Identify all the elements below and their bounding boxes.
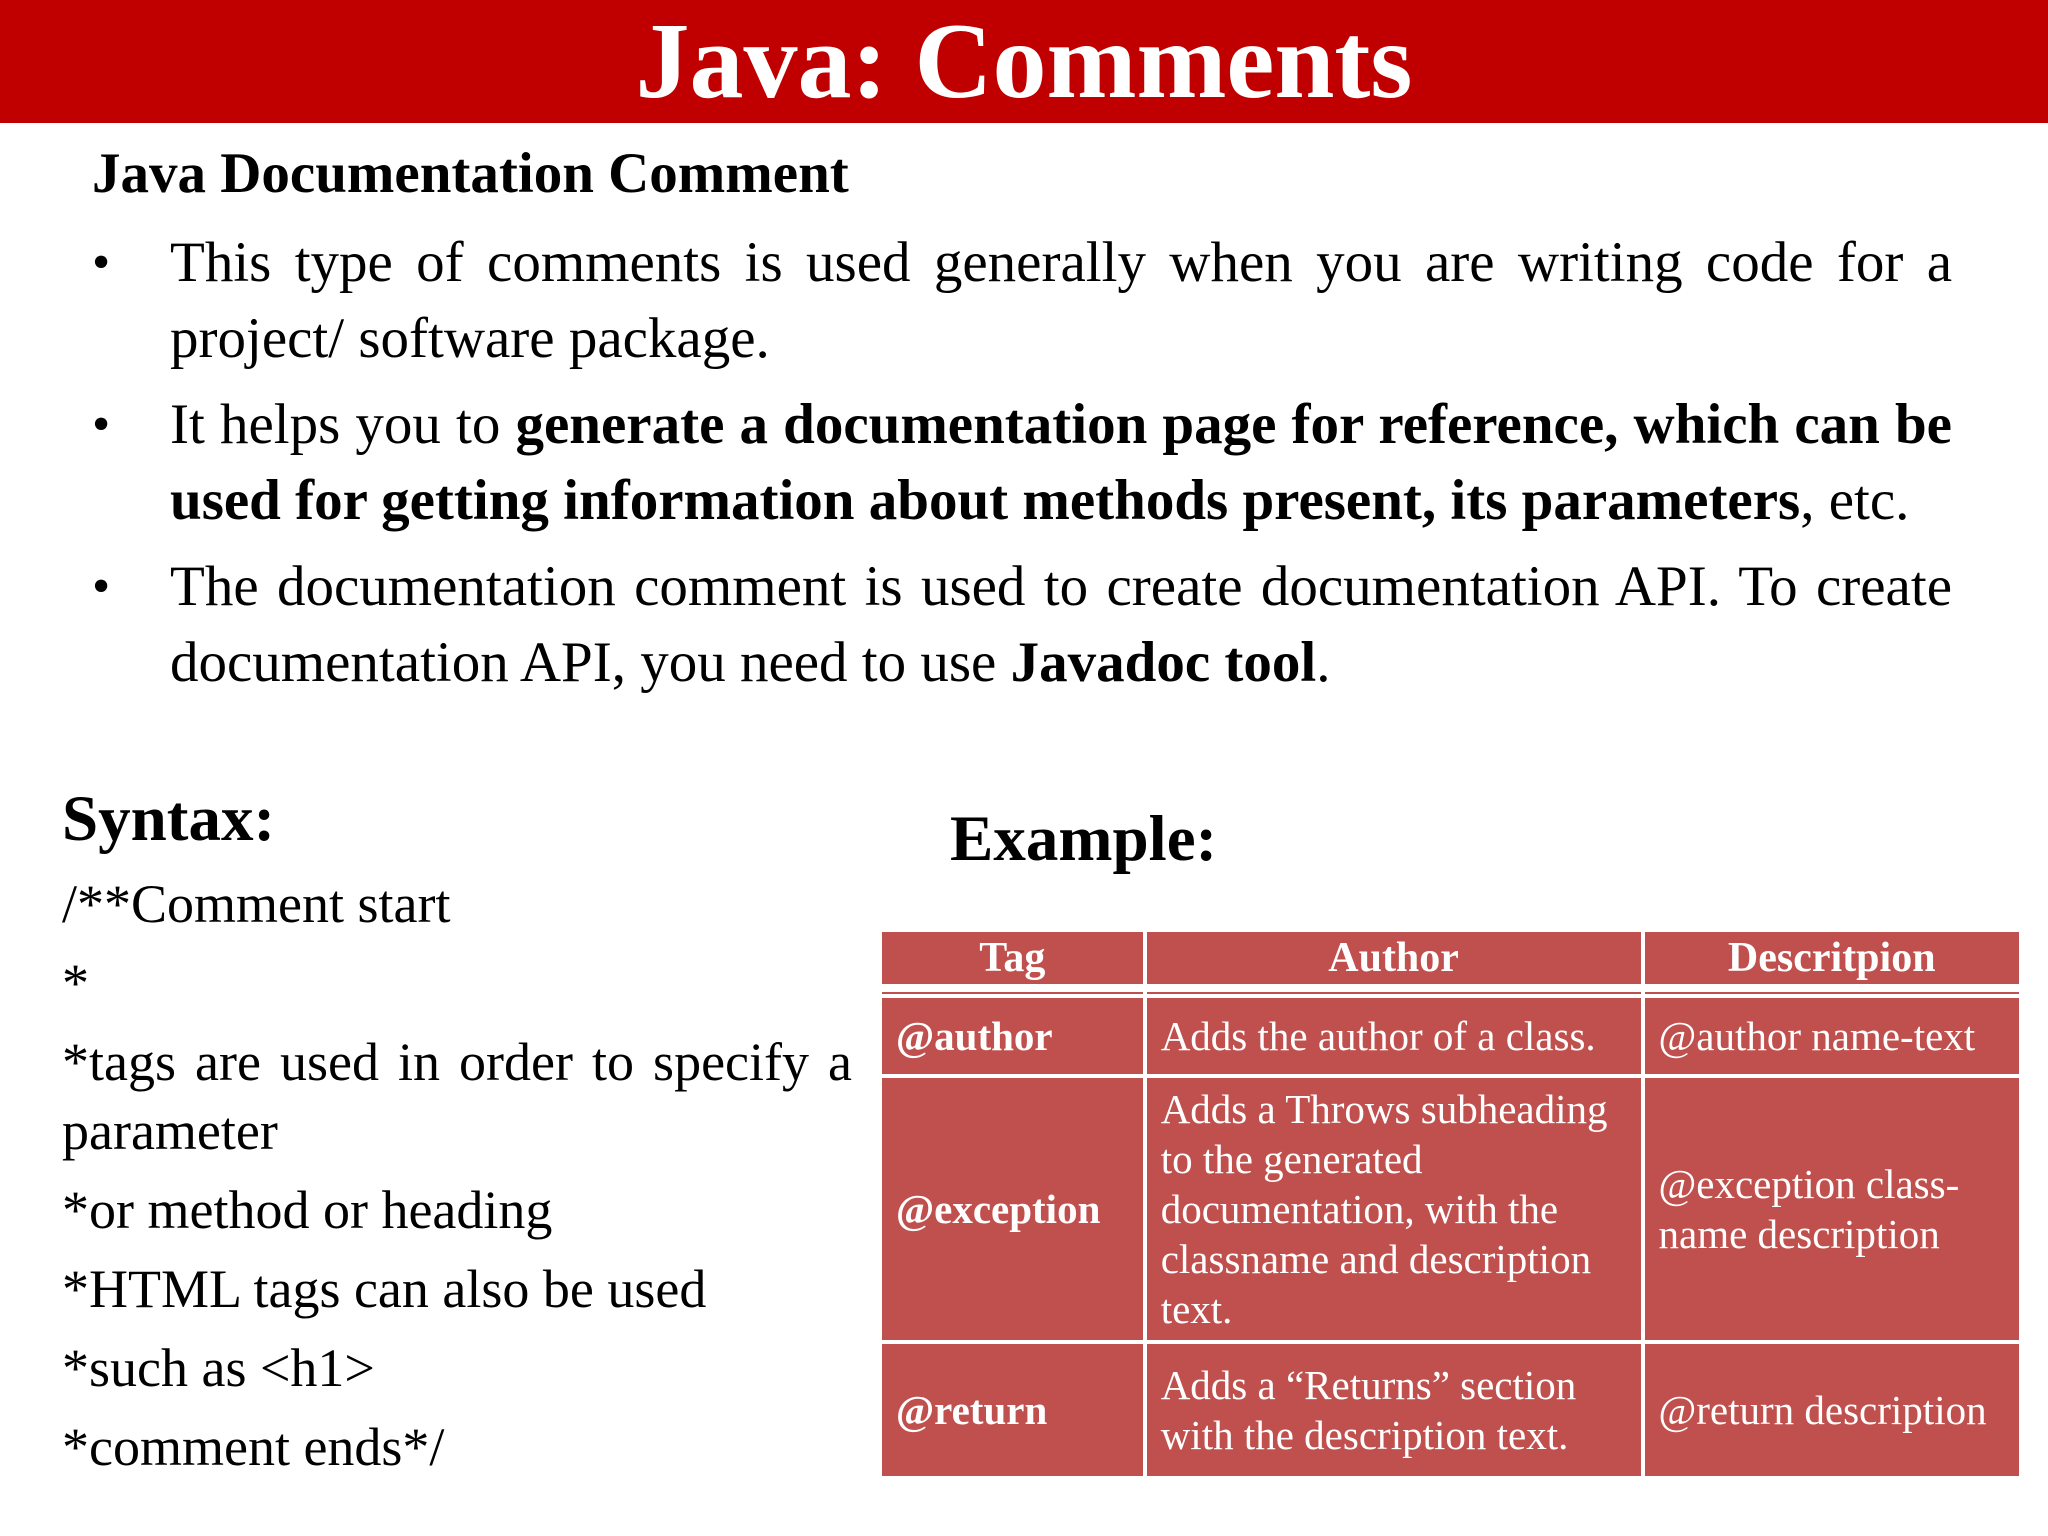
table-header-cell: Descritpion bbox=[1643, 930, 2022, 988]
table-spacer-row bbox=[880, 988, 2021, 996]
tag-cell: @author bbox=[880, 996, 1145, 1076]
syntax-heading: Syntax: bbox=[62, 783, 276, 855]
bullet-item bbox=[92, 387, 1952, 539]
syntax-line: *or method or heading bbox=[62, 1180, 553, 1240]
bullet-dot-icon: • bbox=[92, 234, 111, 291]
table-header-row bbox=[880, 930, 2021, 988]
description-cell: @return description bbox=[1643, 1342, 2022, 1478]
slide-title: Java: Comments bbox=[635, 1, 1413, 121]
spacer-cell bbox=[1643, 988, 2022, 996]
description-cell: @author name-text bbox=[1643, 996, 2022, 1076]
syntax-line: *such as <h1> bbox=[62, 1338, 375, 1398]
bullet-item bbox=[92, 549, 1952, 701]
bullet-list bbox=[92, 225, 1952, 711]
tag-cell: @exception bbox=[880, 1076, 1145, 1342]
syntax-line: /**Comment start bbox=[62, 874, 451, 934]
author-cell: Adds a Throws subheading to the generated documentation, with the classname and description text. bbox=[1145, 1076, 1643, 1342]
bullet-text: This type of comments is used generally when you are writing code for a project/ software package. bbox=[170, 231, 1952, 370]
bullet-item bbox=[92, 225, 1952, 377]
author-cell: Adds a “Returns” section with the description text. bbox=[1145, 1342, 1643, 1478]
syntax-line: *HTML tags can also be used bbox=[62, 1259, 707, 1319]
javadoc-tag-table bbox=[878, 928, 2023, 1480]
table-header-cell: Tag bbox=[880, 930, 1145, 988]
bullet-emphasis: generate a documentation page for reference, which can be used for getting information about methods present, its parameters bbox=[170, 393, 1952, 532]
bullet-text: The documentation comment is used to create documentation API. To create documentation API, you need to use bbox=[170, 555, 1952, 694]
bullet-dot-icon: • bbox=[92, 558, 111, 615]
spacer-cell bbox=[1145, 988, 1643, 996]
author-cell: Adds the author of a class. bbox=[1145, 996, 1643, 1076]
syntax-line: * bbox=[62, 953, 89, 1013]
table-row bbox=[880, 1342, 2021, 1478]
table-row bbox=[880, 996, 2021, 1076]
spacer-cell bbox=[880, 988, 1145, 996]
syntax-line: *tags are used in order to specify a parameter bbox=[62, 1032, 852, 1161]
bullet-dot-icon: • bbox=[92, 396, 111, 453]
tag-cell: @return bbox=[880, 1342, 1145, 1478]
bullet-emphasis: Javadoc tool bbox=[1010, 631, 1317, 694]
bullet-text: It helps you to bbox=[170, 393, 516, 456]
title-bar bbox=[0, 0, 2048, 123]
bullet-text: , etc. bbox=[1800, 469, 1910, 532]
syntax-line: *comment ends*/ bbox=[62, 1417, 445, 1477]
table-row bbox=[880, 1076, 2021, 1342]
section-subtitle: Java Documentation Comment bbox=[92, 142, 849, 205]
table-header-cell: Author bbox=[1145, 930, 1643, 988]
syntax-lines bbox=[62, 870, 852, 1492]
example-heading: Example: bbox=[950, 803, 1218, 875]
description-cell: @exception class-name description bbox=[1643, 1076, 2022, 1342]
bullet-text: . bbox=[1316, 631, 1331, 694]
